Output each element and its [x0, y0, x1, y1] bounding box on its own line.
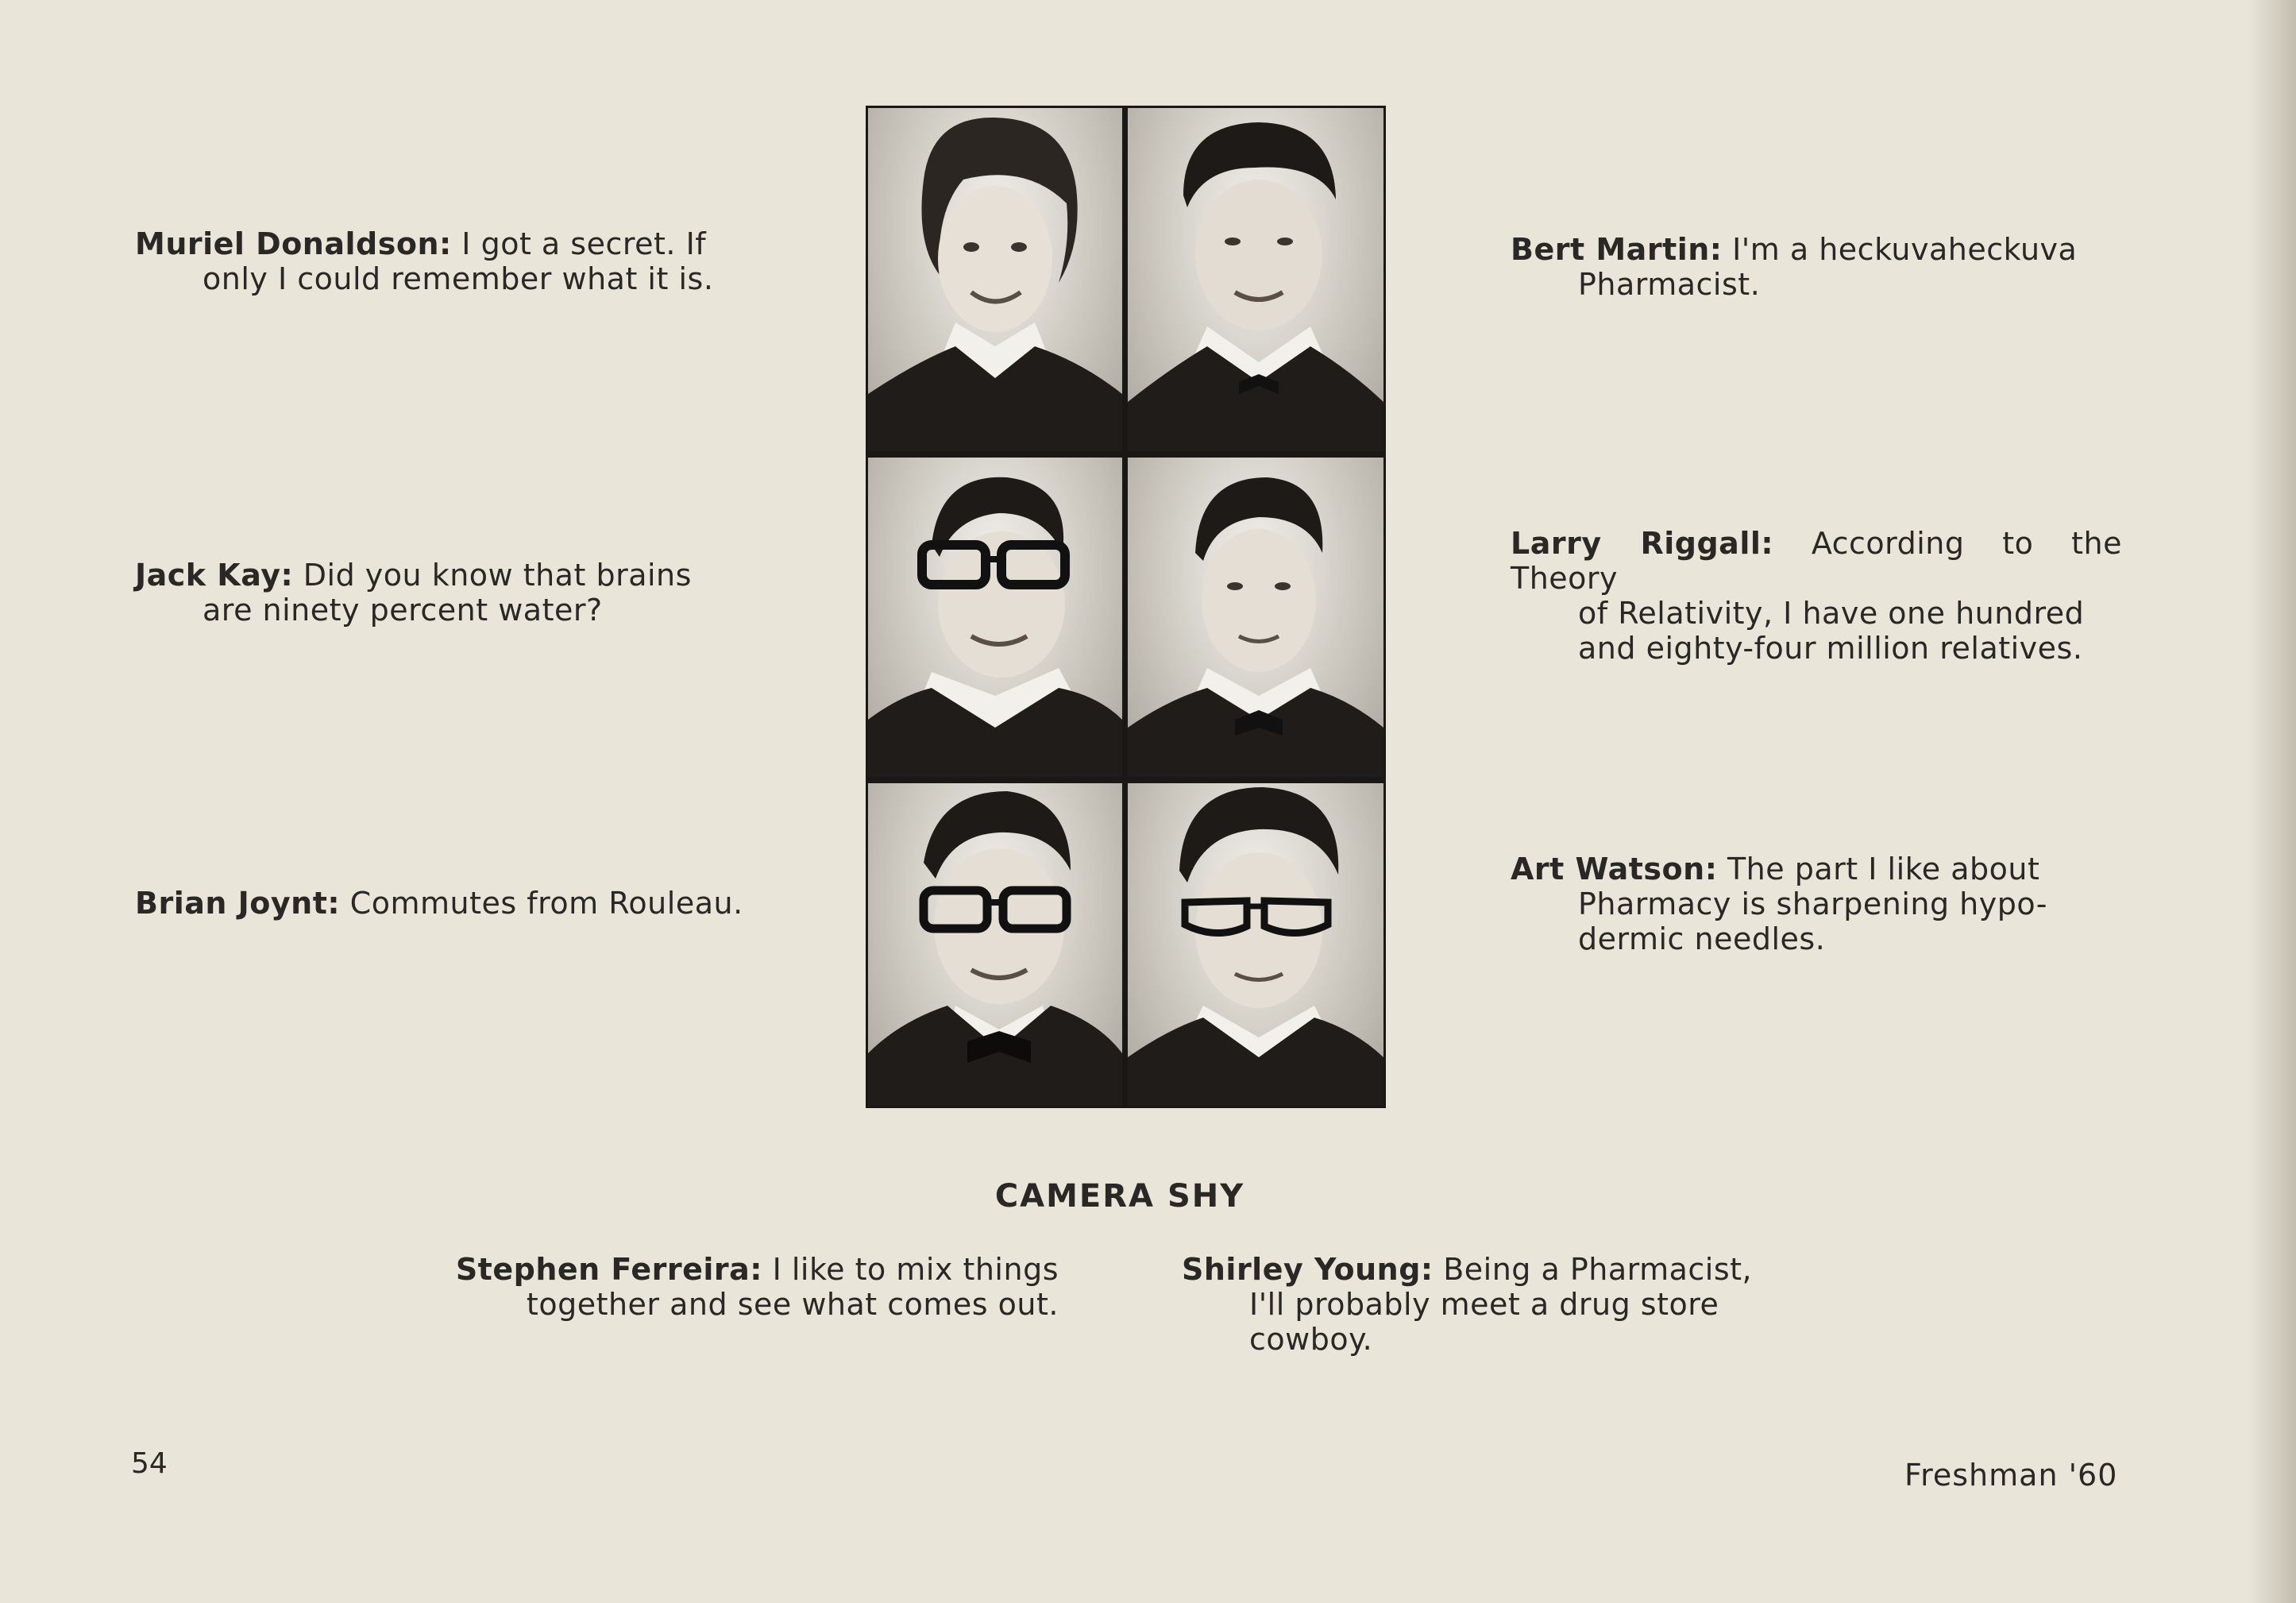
page-edge-shadow: [2248, 0, 2296, 1603]
caption-larry-riggall: [1511, 526, 2122, 666]
section-heading: CAMERA SHY: [994, 1178, 1245, 1215]
student-name: Stephen Ferreira:: [455, 1252, 762, 1287]
caption-text: I'll probably meet a drug store: [1249, 1287, 1719, 1322]
caption-text: I like to mix things: [762, 1252, 1059, 1287]
running-footer: Freshman '60: [1904, 1458, 2118, 1493]
caption-stephen-ferreira: [455, 1252, 1059, 1322]
caption-text: are ninety percent water?: [203, 593, 603, 628]
portrait-bert-martin: [1128, 108, 1383, 451]
caption-text: Being a Pharmacist,: [1433, 1252, 1753, 1287]
caption-text: and eighty-four million relatives.: [1578, 631, 2083, 666]
caption-text: I'm a heckuvaheckuva: [1722, 232, 2078, 267]
student-name: Shirley Young:: [1182, 1252, 1434, 1287]
caption-text: together and see what comes out.: [526, 1287, 1059, 1322]
student-name: Art Watson:: [1511, 852, 1718, 886]
caption-text: Pharmacist.: [1578, 267, 1761, 302]
student-name: Brian Joynt:: [135, 886, 341, 921]
portrait-muriel-donaldson: [868, 108, 1122, 451]
caption-text: I got a secret. If: [451, 226, 707, 261]
caption-text: Commutes from Rouleau.: [340, 886, 743, 921]
caption-text: The part I like about: [1717, 852, 2040, 886]
student-name: Jack Kay:: [135, 558, 294, 593]
caption-text: Pharmacy is sharpening hypo-: [1578, 886, 2048, 921]
caption-muriel-donaldson: [135, 226, 747, 296]
caption-text: only I could remember what it is.: [203, 261, 714, 296]
caption-shirley-young: [1182, 1252, 1785, 1357]
caption-brian-joynt: [135, 886, 747, 921]
caption-art-watson: [1511, 852, 2122, 956]
portrait-jack-kay: [868, 458, 1122, 777]
caption-text: According to the Theory: [1511, 526, 2122, 596]
portrait-art-watson: [1128, 783, 1383, 1106]
caption-text: Did you know that brains: [293, 558, 692, 593]
caption-text: dermic needles.: [1578, 921, 1826, 956]
caption-bert-martin: [1511, 232, 2122, 302]
portrait-larry-riggall: [1128, 458, 1383, 777]
page-number: 54: [131, 1447, 168, 1480]
caption-text: of Relativity, I have one hundred: [1578, 596, 2085, 631]
portrait-brian-joynt: [868, 783, 1122, 1106]
student-name: Larry Riggall:: [1511, 526, 1774, 561]
student-name: Bert Martin:: [1511, 232, 1723, 267]
caption-text: cowboy.: [1249, 1322, 1373, 1357]
student-name: Muriel Donaldson:: [135, 226, 452, 261]
caption-jack-kay: [135, 558, 747, 628]
